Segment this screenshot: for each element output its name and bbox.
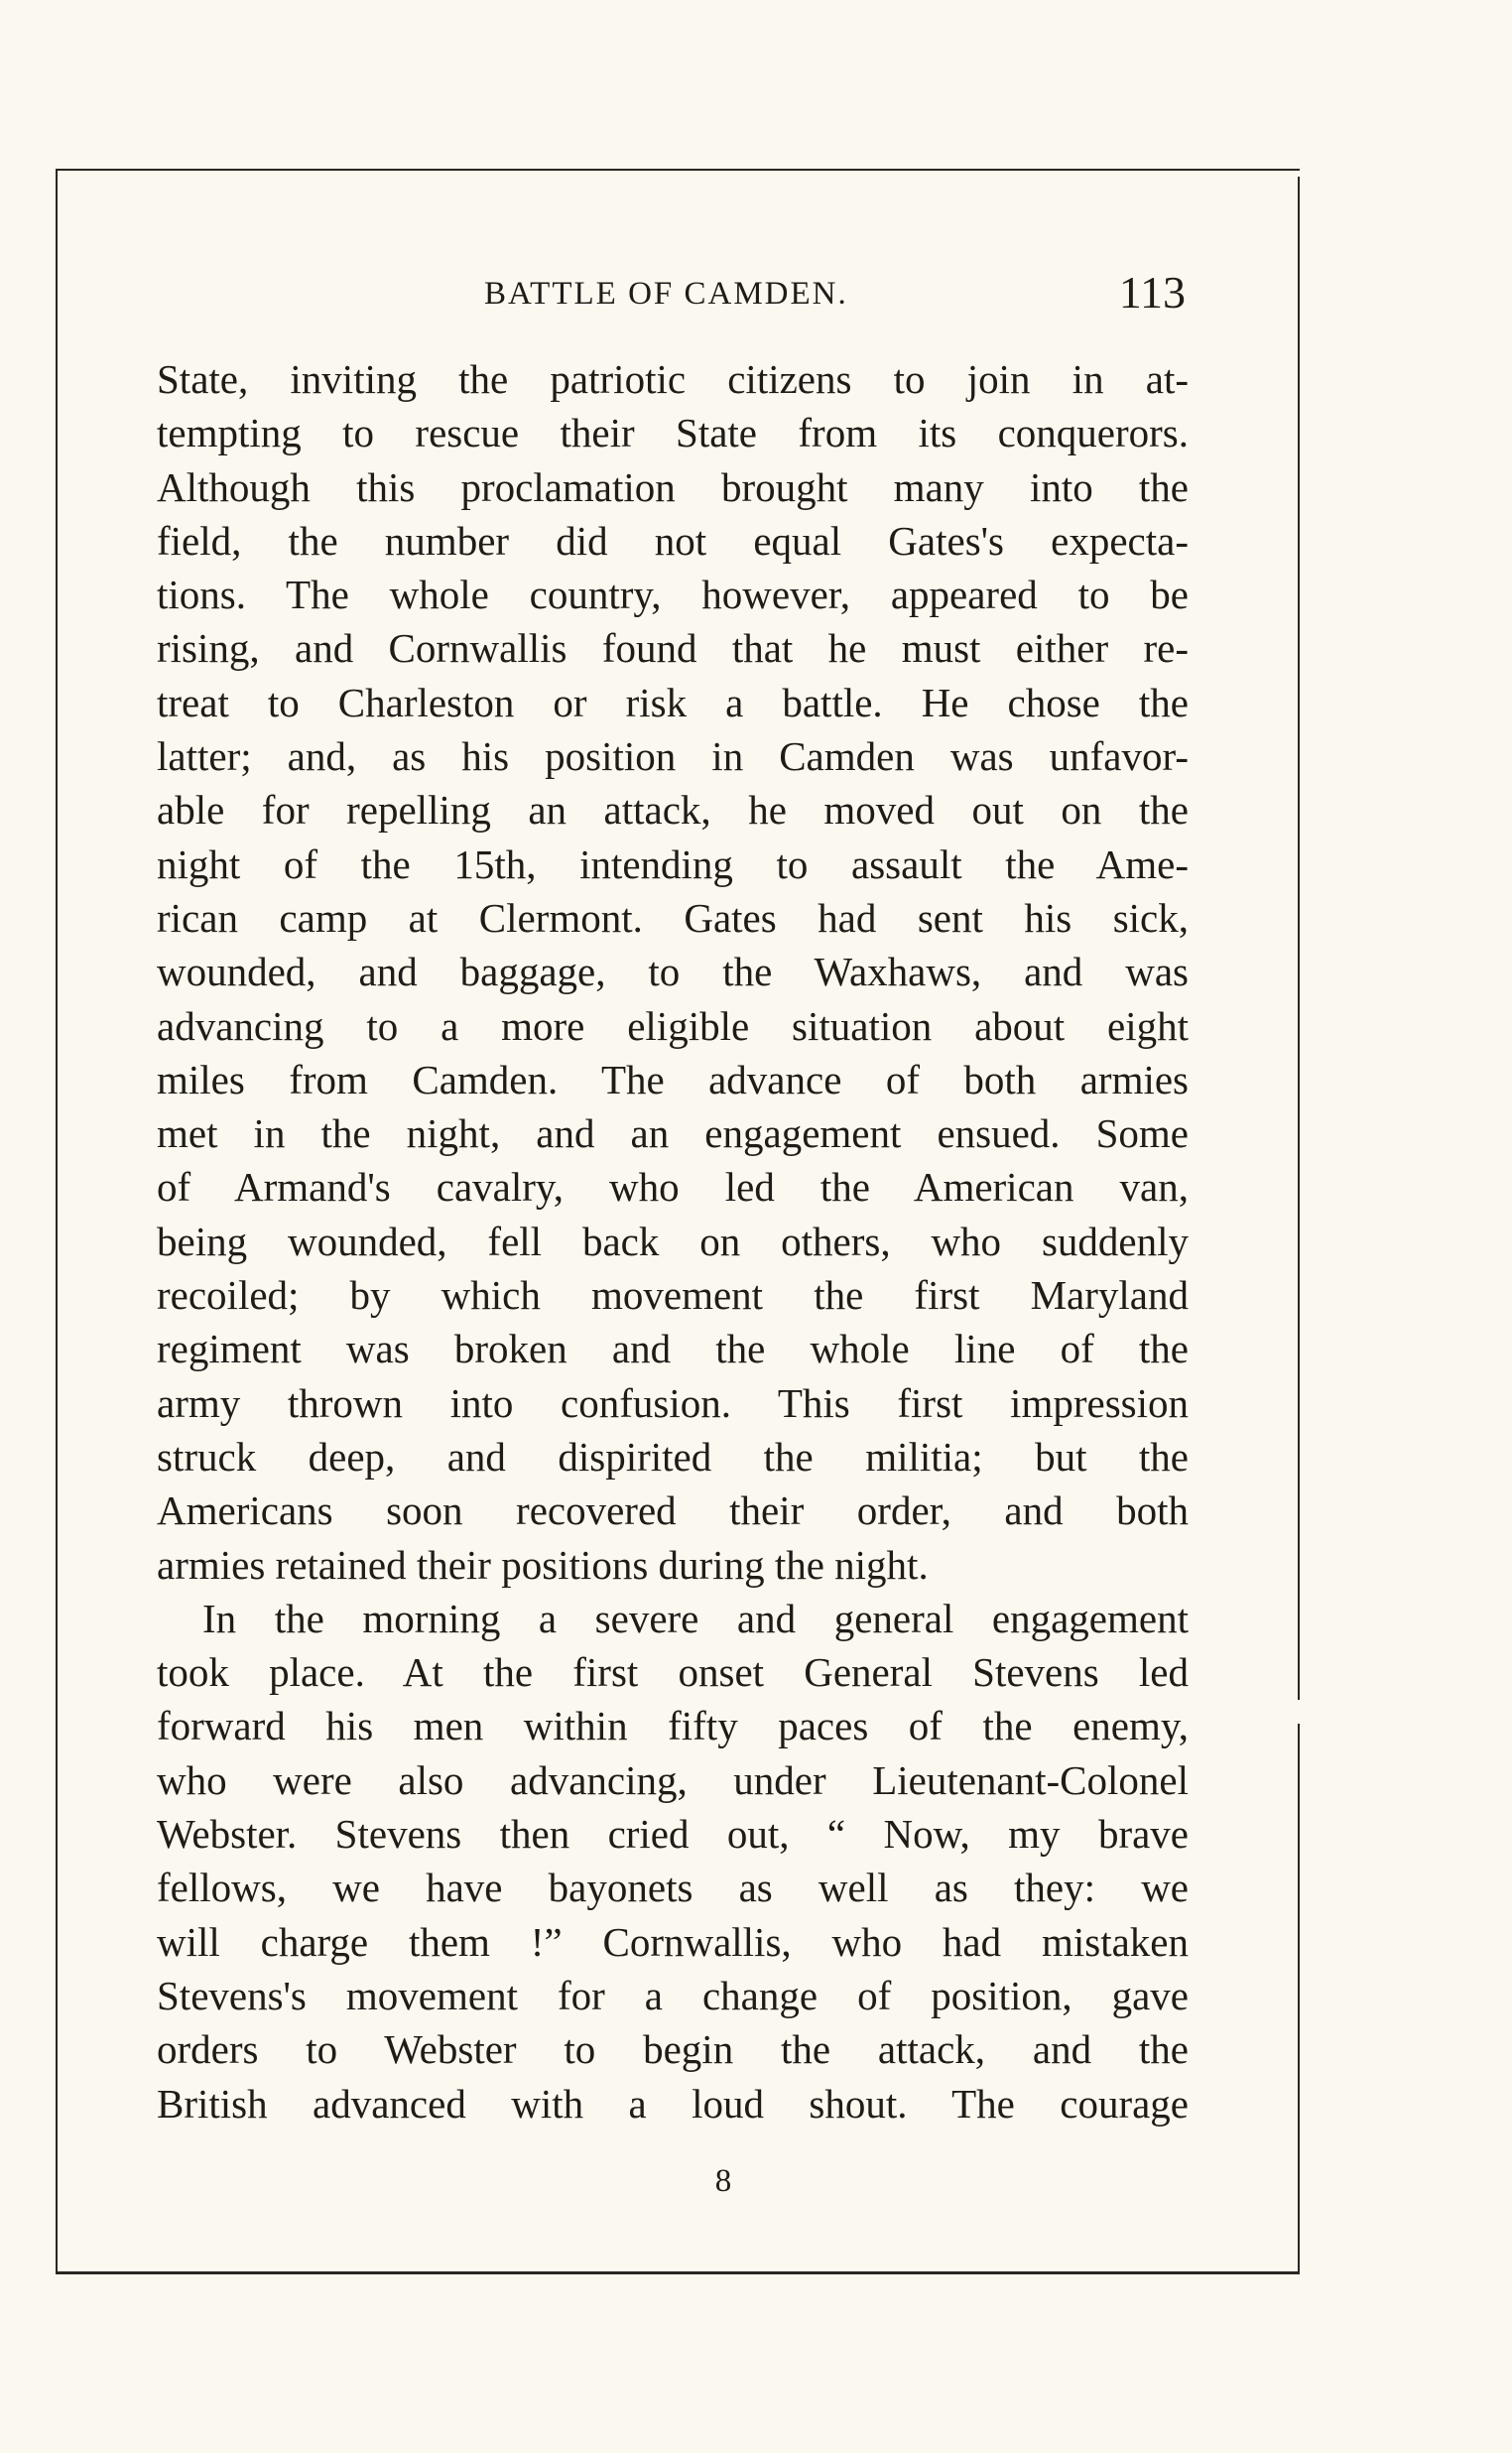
text-line: Americans soon recovered their order, and both <box>157 1487 1189 1534</box>
text-line: tions. The whole country, however, appeared to be <box>157 572 1189 618</box>
text-line: armies retained their positions during the night. <box>157 1541 929 1588</box>
text-line: will charge them !” Cornwallis, who had mistaken <box>157 1918 1189 1965</box>
text-line: met in the night, and an engagement ensued. Some <box>157 1110 1189 1157</box>
text-line: of Armand's cavalry, who led the American van, <box>157 1164 1189 1211</box>
text-line: advancing to a more eligible situation about eight <box>157 1002 1189 1049</box>
text-line: field, the number did not equal Gates's expecta- <box>157 517 1189 564</box>
text-line: In the morning a severe and general engagement <box>202 1595 1189 1641</box>
text-line: able for repelling an attack, he moved out on the <box>157 787 1189 834</box>
text-line: Webster. Stevens then cried out, “ Now, my brave <box>157 1811 1189 1858</box>
text-line: night of the 15th, intending to assault the Ame- <box>157 840 1189 887</box>
text-line: wounded, and baggage, to the Waxhaws, and was <box>157 949 1189 995</box>
body-text <box>157 352 1189 2130</box>
text-line: took place. At the first onset General Stevens led <box>157 1649 1189 1696</box>
text-line: tempting to rescue their State from its conquerors. <box>157 410 1189 456</box>
text-line: miles from Camden. The advance of both armies <box>157 1056 1189 1102</box>
text-line: army thrown into confusion. This first impression <box>157 1379 1189 1426</box>
text-line: British advanced with a loud shout. The courage <box>157 2080 1189 2127</box>
text-line: latter; and, as his position in Camden was unfavor- <box>157 733 1189 780</box>
running-title: BATTLE OF CAMDEN. <box>484 276 848 312</box>
text-line: State, inviting the patriotic citizens to join in at- <box>157 356 1189 402</box>
text-line: who were also advancing, under Lieutenant-Colonel <box>157 1756 1189 1803</box>
text-line: forward his men within fifty paces of the enemy, <box>157 1703 1189 1749</box>
text-line: rican camp at Clermont. Gates had sent his sick, <box>157 894 1189 941</box>
text-line: orders to Webster to begin the attack, and the <box>157 2026 1189 2073</box>
text-line: rising, and Cornwallis found that he must either re- <box>157 625 1189 672</box>
text-line: treat to Charleston or risk a battle. He chose the <box>157 679 1189 725</box>
text-line: struck deep, and dispirited the militia; but the <box>157 1433 1189 1480</box>
text-line: being wounded, fell back on others, who suddenly <box>157 1218 1189 1264</box>
text-line: recoiled; by which movement the first Maryland <box>157 1272 1189 1319</box>
text-line: Although this proclamation brought many into the <box>157 463 1189 510</box>
page-frame-right-edge <box>1298 177 1300 1700</box>
page-number: 113 <box>1118 267 1186 318</box>
running-head <box>159 266 1186 325</box>
text-line: Stevens's movement for a change of position, gave <box>157 1972 1189 2018</box>
signature-mark: 8 <box>714 2163 732 2199</box>
text-line: fellows, we have bayonets as well as they: we <box>157 1865 1189 1911</box>
text-line: regiment was broken and the whole line of the <box>157 1326 1189 1372</box>
